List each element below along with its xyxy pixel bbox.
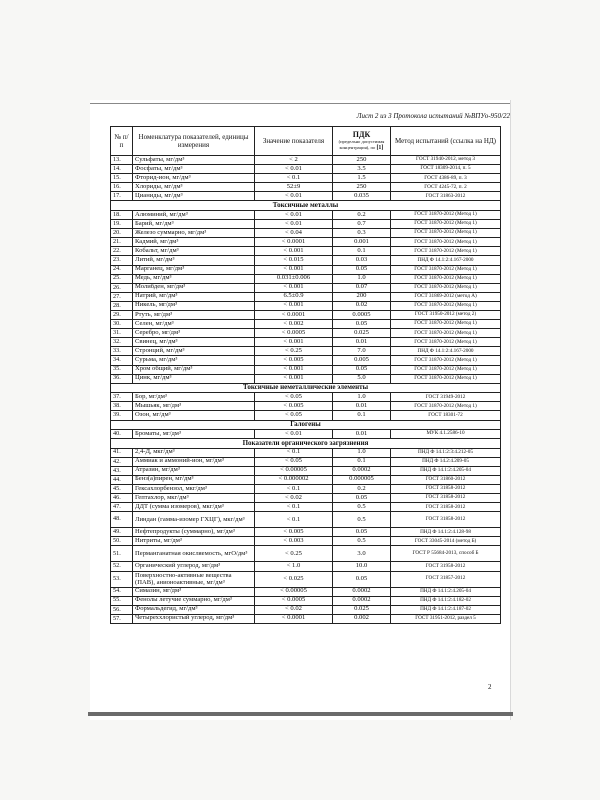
section-title: Показатели органического загрязнения — [111, 439, 501, 449]
cell-indicator-name: Литий, мг/дм³ — [133, 256, 255, 265]
cell-pdk: 0.1 — [333, 457, 391, 466]
cell-number: 50. — [111, 537, 133, 546]
cell-value: < 0.1 — [255, 448, 333, 457]
cell-value: < 0.002 — [255, 320, 333, 329]
cell-indicator-name: Ртуть, мг/дм³ — [133, 311, 255, 320]
cell-value: < 0.25 — [255, 347, 333, 356]
cell-indicator-name: Цинк, мг/дм³ — [133, 374, 255, 383]
section-row — [111, 439, 501, 449]
cell-method: ГОСТ 31870-2012 (Метод 1) — [391, 301, 501, 310]
col-header-method: Метод испытаний (ссылка на НД) — [391, 127, 501, 156]
cell-indicator-name: Марганец, мг/дм³ — [133, 265, 255, 274]
cell-number: 24. — [111, 265, 133, 274]
cell-pdk: 0.002 — [333, 614, 391, 623]
cell-method: ГОСТ 31940-2012, метод 3 — [391, 156, 501, 165]
cell-number: 40. — [111, 430, 133, 439]
cell-method: ГОСТ 31870-2012 (Метод 1) — [391, 238, 501, 247]
cell-value: < 0.05 — [255, 393, 333, 402]
table-row — [111, 311, 501, 320]
cell-pdk: 0.5 — [333, 503, 391, 512]
cell-indicator-name: Перманганатная окисляемость, мгО/дм³ — [133, 546, 255, 562]
cell-method: ГОСТ 31951-2012, раздел 5 — [391, 614, 501, 623]
cell-pdk: 1.5 — [333, 174, 391, 183]
cell-value: < 0.25 — [255, 546, 333, 562]
cell-value: < 0.000002 — [255, 475, 333, 484]
cell-method: ГОСТ 31870-2012 (Метод 1) — [391, 320, 501, 329]
cell-method: ГОСТ 31870-2012 (Метод 1) — [391, 283, 501, 292]
cell-indicator-name: Озон, мг/дм³ — [133, 411, 255, 420]
cell-indicator-name: Фенолы летучие суммарно, мг/дм³ — [133, 596, 255, 605]
cell-method: ГОСТ 31870-2012 (Метод 1) — [391, 229, 501, 238]
table-row — [111, 430, 501, 439]
cell-indicator-name: Броматы, мг/дм³ — [133, 430, 255, 439]
cell-pdk: 0.01 — [333, 430, 391, 439]
cell-number: 27. — [111, 292, 133, 301]
cell-method: МУК 4.1.2586-10 — [391, 430, 501, 439]
cell-number: 54. — [111, 587, 133, 596]
cell-indicator-name: Серебро, мг/дм³ — [133, 329, 255, 338]
cell-method: ГОСТ 31863-2012 — [391, 192, 501, 201]
cell-method: ГОСТ 31870-2012 (Метод 1) — [391, 265, 501, 274]
cell-indicator-name: 2,4-Д, мкг/дм³ — [133, 448, 255, 457]
cell-value: 0.031±0.006 — [255, 274, 333, 283]
cell-value: < 0.0001 — [255, 311, 333, 320]
cell-method: ГОСТ 31860-2012 — [391, 475, 501, 484]
cell-pdk: 0.05 — [333, 365, 391, 374]
cell-method: ГОСТ 31858-2012 — [391, 485, 501, 494]
cell-method: ПНД Ф 14.1:2:4.187-02 — [391, 605, 501, 614]
cell-value: < 0.01 — [255, 220, 333, 229]
cell-pdk: 10.0 — [333, 562, 391, 571]
cell-number: 38. — [111, 402, 133, 411]
cell-pdk: 3.0 — [333, 546, 391, 562]
cell-pdk: 0.1 — [333, 247, 391, 256]
cell-value: < 0.04 — [255, 229, 333, 238]
cell-value: < 0.025 — [255, 571, 333, 587]
cell-number: 51. — [111, 546, 133, 562]
table-row — [111, 537, 501, 546]
table-row — [111, 596, 501, 605]
table-row — [111, 562, 501, 571]
section-title: Токсичные металлы — [111, 201, 501, 211]
cell-value: 6.5±0.9 — [255, 292, 333, 301]
section-row — [111, 420, 501, 430]
cell-indicator-name: Аммиак и аммоний-ион, мг/дм³ — [133, 457, 255, 466]
table-row — [111, 210, 501, 219]
cell-number: 20. — [111, 229, 133, 238]
table-row — [111, 274, 501, 283]
table-row — [111, 265, 501, 274]
cell-indicator-name: Никель, мг/дм³ — [133, 301, 255, 310]
cell-value: < 1.0 — [255, 562, 333, 571]
cell-method: ГОСТ 4245-72, п. 2 — [391, 183, 501, 192]
table-row — [111, 220, 501, 229]
cell-pdk: 0.05 — [333, 265, 391, 274]
cell-indicator-name: Цианиды, мг/дм³ — [133, 192, 255, 201]
table-row — [111, 485, 501, 494]
table-row — [111, 338, 501, 347]
cell-pdk: 0.005 — [333, 356, 391, 365]
cell-method: ГОСТ Р 55684-2013, способ Б — [391, 546, 501, 562]
cell-value: < 0.003 — [255, 537, 333, 546]
cell-number: 32. — [111, 338, 133, 347]
cell-indicator-name: Четыреххлористый углерод, мг/дм³ — [133, 614, 255, 623]
cell-method: ПНД Ф 14.1:2:4.167-2000 — [391, 256, 501, 265]
cell-method: ГОСТ 31870-2012 (Метод 1) — [391, 210, 501, 219]
cell-value: < 0.005 — [255, 402, 333, 411]
cell-method: ГОСТ 31870-2012 (Метод 1) — [391, 329, 501, 338]
cell-method: ГОСТ 31870-2012 (Метод 1) — [391, 402, 501, 411]
section-row — [111, 383, 501, 393]
cell-method: ПНД Ф 14.1:2:4.205-04 — [391, 587, 501, 596]
cell-value: < 0.001 — [255, 283, 333, 292]
cell-indicator-name: Гексахлорбензол, мкг/дм³ — [133, 485, 255, 494]
cell-pdk: 200 — [333, 292, 391, 301]
cell-indicator-name: Нефтепродукты (суммарно), мг/дм³ — [133, 528, 255, 537]
cell-method: ГОСТ 31857-2012 — [391, 571, 501, 587]
cell-number: 57. — [111, 614, 133, 623]
cell-value: < 0.00005 — [255, 587, 333, 596]
cell-indicator-name: Кадмий, мг/дм³ — [133, 238, 255, 247]
cell-pdk: 1.0 — [333, 274, 391, 283]
cell-number: 56. — [111, 605, 133, 614]
table-row — [111, 192, 501, 201]
cell-indicator-name: Фторид-ион, мг/дм³ — [133, 174, 255, 183]
cell-number: 37. — [111, 393, 133, 402]
table-row — [111, 528, 501, 537]
cell-number: 34. — [111, 356, 133, 365]
cell-value: < 0.01 — [255, 192, 333, 201]
cell-pdk: 0.05 — [333, 528, 391, 537]
table-row — [111, 393, 501, 402]
cell-method: ГОСТ 31870-2012 (Метод 1) — [391, 365, 501, 374]
cell-value: < 0.005 — [255, 356, 333, 365]
cell-number: 19. — [111, 220, 133, 229]
cell-method: ПНД Ф 14.1:2:4.128-98 — [391, 528, 501, 537]
cell-number: 55. — [111, 596, 133, 605]
cell-method: ГОСТ 31870-2012 (Метод 1) — [391, 247, 501, 256]
cell-number: 43. — [111, 466, 133, 475]
cell-value: 52±9 — [255, 183, 333, 192]
cell-value: < 0.001 — [255, 365, 333, 374]
results-table — [110, 126, 501, 624]
table-row — [111, 329, 501, 338]
cell-pdk: 0.05 — [333, 320, 391, 329]
cell-pdk: 250 — [333, 183, 391, 192]
cell-number: 21. — [111, 238, 133, 247]
cell-method: ПНД Ф 14.1:2:3:4.212-05 — [391, 448, 501, 457]
cell-indicator-name: Натрий, мг/дм³ — [133, 292, 255, 301]
table-row — [111, 174, 501, 183]
cell-value: < 0.01 — [255, 430, 333, 439]
table-row — [111, 512, 501, 528]
cell-value: < 0.001 — [255, 265, 333, 274]
cell-indicator-name: Органический углерод, мг/дм³ — [133, 562, 255, 571]
cell-indicator-name: Хлориды, мг/дм³ — [133, 183, 255, 192]
cell-number: 17. — [111, 192, 133, 201]
cell-indicator-name: Мышьяк, мг/дм³ — [133, 402, 255, 411]
cell-pdk: 0.035 — [333, 192, 391, 201]
cell-indicator-name: Селен, мг/дм³ — [133, 320, 255, 329]
pdk-title: ПДК — [352, 130, 371, 140]
cell-number: 18. — [111, 210, 133, 219]
section-title: Токсичные неметаллические элементы — [111, 383, 501, 393]
table-row — [111, 402, 501, 411]
col-header-pdk — [333, 127, 391, 156]
cell-indicator-name: Сурьма, мг/дм³ — [133, 356, 255, 365]
cell-indicator-name: Стронций, мг/дм³ — [133, 347, 255, 356]
cell-pdk: 0.2 — [333, 210, 391, 219]
table-row — [111, 247, 501, 256]
cell-pdk: 0.02 — [333, 301, 391, 310]
cell-number: 49. — [111, 528, 133, 537]
cell-pdk: 0.5 — [333, 512, 391, 528]
cell-number: 31. — [111, 329, 133, 338]
cell-method: ГОСТ 18301-72 — [391, 411, 501, 420]
col-header-name: Номенклатура показателей, единицы измерения — [133, 127, 255, 156]
cell-value: < 0.1 — [255, 485, 333, 494]
cell-method: ГОСТ 18309-2014, п. 5 — [391, 165, 501, 174]
cell-pdk: 7.0 — [333, 347, 391, 356]
cell-method: ПНД Ф 14.1:2:4.182-02 — [391, 596, 501, 605]
cell-number: 52. — [111, 562, 133, 571]
cell-method: ГОСТ 31870-2012 (Метод 1) — [391, 356, 501, 365]
cell-pdk: 0.1 — [333, 411, 391, 420]
table-row — [111, 238, 501, 247]
cell-value: < 0.005 — [255, 528, 333, 537]
cell-number: 48. — [111, 512, 133, 528]
cell-value: < 0.001 — [255, 374, 333, 383]
cell-value: < 0.001 — [255, 247, 333, 256]
cell-number: 46. — [111, 494, 133, 503]
cell-indicator-name: Железо суммарно, мг/дм³ — [133, 229, 255, 238]
page-number: 2 — [488, 683, 492, 691]
cell-pdk: 1.0 — [333, 448, 391, 457]
cell-number: 33. — [111, 347, 133, 356]
table-row — [111, 605, 501, 614]
cell-indicator-name: Бор, мг/дм³ — [133, 393, 255, 402]
cell-method: ГОСТ 31858-2012 — [391, 503, 501, 512]
col-header-num: № п/п — [111, 127, 133, 156]
table-row — [111, 283, 501, 292]
cell-indicator-name: Свинец, мг/дм³ — [133, 338, 255, 347]
table-row — [111, 587, 501, 596]
table-row — [111, 503, 501, 512]
cell-method: ПНД Ф 14.2:4.209-05 — [391, 457, 501, 466]
cell-value: < 0.01 — [255, 165, 333, 174]
cell-pdk: 0.07 — [333, 283, 391, 292]
cell-value: < 0.015 — [255, 256, 333, 265]
cell-indicator-name: Нитриты, мг/дм³ — [133, 537, 255, 546]
section-title: Галогены — [111, 420, 501, 430]
cell-method: ГОСТ 33045-2014 (метод Б) — [391, 537, 501, 546]
table-row — [111, 457, 501, 466]
cell-value: < 0.0001 — [255, 614, 333, 623]
cell-value: < 0.05 — [255, 457, 333, 466]
cell-number: 29. — [111, 311, 133, 320]
table-row — [111, 466, 501, 475]
table-body — [111, 156, 501, 624]
cell-method: ГОСТ 31870-2012 (Метод 1) — [391, 274, 501, 283]
table-row — [111, 292, 501, 301]
table-row — [111, 183, 501, 192]
table-row — [111, 320, 501, 329]
cell-number: 35. — [111, 365, 133, 374]
cell-value: < 0.0005 — [255, 596, 333, 605]
table-row — [111, 494, 501, 503]
cell-indicator-name: Молибден, мг/дм³ — [133, 283, 255, 292]
cell-value: < 0.001 — [255, 338, 333, 347]
cell-pdk: 0.03 — [333, 256, 391, 265]
table-row — [111, 229, 501, 238]
cell-method: ГОСТ 4386-89, п. 3 — [391, 174, 501, 183]
pdk-subtitle — [335, 139, 388, 152]
cell-pdk: 0.5 — [333, 537, 391, 546]
cell-value: < 0.00005 — [255, 466, 333, 475]
cell-pdk: 0.0002 — [333, 587, 391, 596]
cell-pdk: 0.025 — [333, 605, 391, 614]
table-row — [111, 475, 501, 484]
cell-pdk: 0.001 — [333, 238, 391, 247]
top-rule — [90, 103, 510, 104]
cell-number: 36. — [111, 374, 133, 383]
bottom-shadow-bar — [88, 712, 513, 716]
cell-number: 45. — [111, 485, 133, 494]
cell-value: < 0.001 — [255, 301, 333, 310]
pdk-reference: [1] — [376, 144, 384, 151]
cell-pdk: 0.025 — [333, 329, 391, 338]
table-row — [111, 156, 501, 165]
cell-pdk: 3.5 — [333, 165, 391, 174]
cell-number: 53. — [111, 571, 133, 587]
cell-value: < 0.0001 — [255, 238, 333, 247]
cell-indicator-name: Поверхностно-активные вещества (ПАВ), анионоактивные, мг/дм³ — [133, 571, 255, 587]
cell-pdk: 0.7 — [333, 220, 391, 229]
cell-number: 47. — [111, 503, 133, 512]
cell-number: 41. — [111, 448, 133, 457]
table-row — [111, 448, 501, 457]
cell-pdk: 0.0002 — [333, 466, 391, 475]
cell-value: < 2 — [255, 156, 333, 165]
cell-number: 22. — [111, 247, 133, 256]
cell-indicator-name: Бенз(а)пирен, мг/дм³ — [133, 475, 255, 484]
cell-pdk: 5.0 — [333, 374, 391, 383]
cell-pdk: 0.05 — [333, 494, 391, 503]
col-header-value: Значение показателя — [255, 127, 333, 156]
table-header-row — [111, 127, 501, 156]
cell-number: 25. — [111, 274, 133, 283]
cell-value: < 0.1 — [255, 503, 333, 512]
pdk-subtitle-text: (предельно допустимая концентрация), по — [338, 139, 385, 150]
cell-indicator-name: Кобальт, мг/дм³ — [133, 247, 255, 256]
cell-pdk: 0.01 — [333, 402, 391, 411]
cell-method: ГОСТ 31870-2012 (Метод 1) — [391, 374, 501, 383]
cell-value: < 0.02 — [255, 605, 333, 614]
table-row — [111, 165, 501, 174]
cell-method: ГОСТ 31958-2012 — [391, 562, 501, 571]
table-row — [111, 546, 501, 562]
table-row — [111, 374, 501, 383]
cell-pdk: 250 — [333, 156, 391, 165]
table-row — [111, 411, 501, 420]
page-edge — [510, 100, 511, 720]
cell-indicator-name: Гептахлор, мкг/дм³ — [133, 494, 255, 503]
cell-pdk: 0.01 — [333, 338, 391, 347]
cell-number: 23. — [111, 256, 133, 265]
cell-number: 30. — [111, 320, 133, 329]
cell-pdk: 0.000005 — [333, 475, 391, 484]
table-row — [111, 301, 501, 310]
table-row — [111, 571, 501, 587]
cell-indicator-name: Симазин, мг/дм³ — [133, 587, 255, 596]
protocol-header: Лист 2 из 3 Протокола испытаний №ВПУо-950/22 — [356, 112, 510, 120]
cell-indicator-name: Барий, мг/дм³ — [133, 220, 255, 229]
cell-method: ГОСТ 31858-2012 — [391, 494, 501, 503]
cell-indicator-name: Формальдегид, мг/дм³ — [133, 605, 255, 614]
cell-pdk: 0.3 — [333, 229, 391, 238]
cell-number: 13. — [111, 156, 133, 165]
cell-number: 16. — [111, 183, 133, 192]
cell-indicator-name: Сульфаты, мг/дм³ — [133, 156, 255, 165]
table-row — [111, 347, 501, 356]
cell-method: ПНД Ф 14.1:2:4.167-2000 — [391, 347, 501, 356]
table-row — [111, 256, 501, 265]
cell-method: ГОСТ 31870-2012 (Метод 1) — [391, 220, 501, 229]
cell-pdk: 1.0 — [333, 393, 391, 402]
cell-value: < 0.02 — [255, 494, 333, 503]
section-row — [111, 201, 501, 211]
cell-pdk: 0.0002 — [333, 596, 391, 605]
cell-number: 44. — [111, 475, 133, 484]
cell-value: < 0.1 — [255, 174, 333, 183]
cell-value: < 0.0005 — [255, 329, 333, 338]
cell-number: 42. — [111, 457, 133, 466]
cell-pdk: 0.0005 — [333, 311, 391, 320]
cell-value: < 0.05 — [255, 411, 333, 420]
table-row — [111, 614, 501, 623]
cell-number: 14. — [111, 165, 133, 174]
table-row — [111, 356, 501, 365]
table-row — [111, 365, 501, 374]
cell-indicator-name: Атразин, мг/дм³ — [133, 466, 255, 475]
cell-value: < 0.1 — [255, 512, 333, 528]
cell-indicator-name: Медь, мг/дм³ — [133, 274, 255, 283]
cell-indicator-name: Алюминий, мг/дм³ — [133, 210, 255, 219]
cell-method: ГОСТ 31950-2012 (метод 2) — [391, 311, 501, 320]
cell-method: ГОСТ 31858-2012 — [391, 512, 501, 528]
cell-value: < 0.01 — [255, 210, 333, 219]
cell-indicator-name: ДДТ (сумма изомеров), мкг/дм³ — [133, 503, 255, 512]
cell-method: ГОСТ 31949-2012 — [391, 393, 501, 402]
cell-indicator-name: Фосфаты, мг/дм³ — [133, 165, 255, 174]
cell-method: ПНД Ф 14.1:2:4.205-04 — [391, 466, 501, 475]
cell-method: ГОСТ 31869-2012 (метод А) — [391, 292, 501, 301]
cell-method: ГОСТ 31870-2012 (Метод 1) — [391, 338, 501, 347]
cell-pdk: 0.05 — [333, 571, 391, 587]
cell-indicator-name: Хром общий, мг/дм³ — [133, 365, 255, 374]
cell-number: 15. — [111, 174, 133, 183]
cell-indicator-name: Линдан (гамма-изомер ГХЦГ), мкг/дм³ — [133, 512, 255, 528]
cell-pdk: 0.2 — [333, 485, 391, 494]
cell-number: 26. — [111, 283, 133, 292]
cell-number: 28. — [111, 301, 133, 310]
cell-number: 39. — [111, 411, 133, 420]
